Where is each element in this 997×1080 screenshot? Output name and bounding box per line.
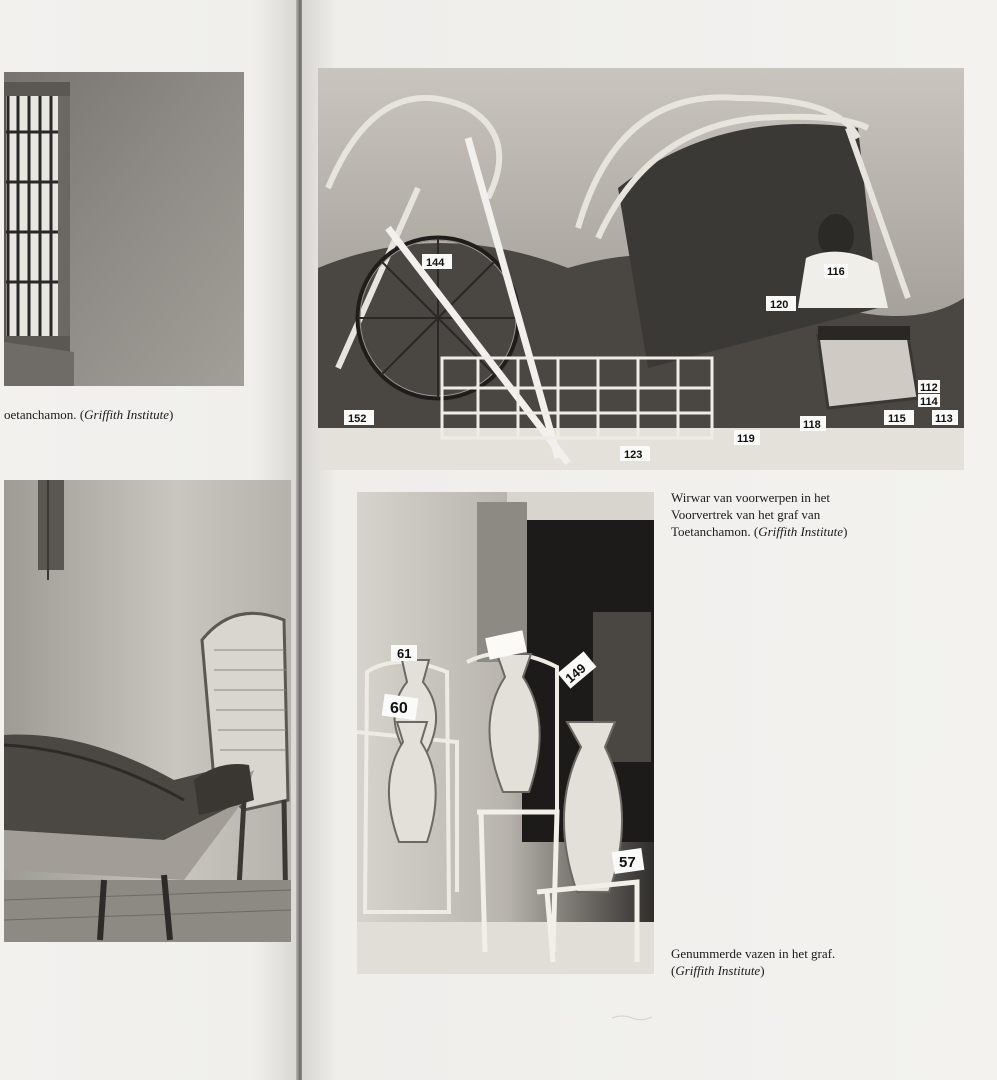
tag-149: 149 [562, 660, 589, 686]
photo-man-in-wicker-chair [4, 480, 291, 942]
tag-114: 114 [920, 396, 938, 408]
photo-antechamber-chaos [318, 68, 964, 470]
tag-120: 120 [770, 299, 789, 311]
caption-vases [671, 945, 911, 979]
photo-window-room [4, 72, 244, 386]
tag-144: 144 [426, 257, 445, 269]
caption-antechamber [671, 489, 911, 540]
tag-60: 60 [390, 700, 408, 717]
photo-numbered-vases [357, 492, 654, 974]
tag-112: 112 [920, 382, 938, 394]
tag-123: 123 [624, 449, 643, 461]
caption-antechamber-line1: Wirwar van voorwerpen in het [671, 490, 831, 505]
tag-113: 113 [935, 413, 953, 425]
tag-119: 119 [737, 433, 755, 445]
caption-left-top-credit: Griffith Institute [84, 407, 170, 422]
caption-antechamber-credit: Griffith Institute [758, 524, 844, 539]
tag-152: 152 [348, 413, 367, 425]
caption-vases-credit: Griffith Institute [675, 963, 761, 978]
caption-antechamber-line3: Toetanchamon. (Griffith Institute) [671, 524, 848, 539]
tag-116: 116 [827, 266, 845, 278]
caption-antechamber-line3-text: Toetanchamon. [671, 524, 751, 539]
caption-vases-line2: (Griffith Institute) [671, 963, 765, 978]
caption-vases-line1: Genummerde vazen in het graf. [671, 946, 836, 961]
caption-antechamber-line2: Voorvertrek van het graf van [671, 507, 821, 522]
tag-61: 61 [397, 646, 412, 661]
paper-smudge [612, 1012, 652, 1022]
caption-left-top-text: oetanchamon. [4, 407, 77, 422]
tag-115: 115 [888, 413, 906, 425]
tag-118: 118 [803, 419, 821, 431]
caption-left-top: oetanchamon. (Griffith Institute) [4, 407, 174, 422]
tag-57: 57 [619, 854, 636, 871]
